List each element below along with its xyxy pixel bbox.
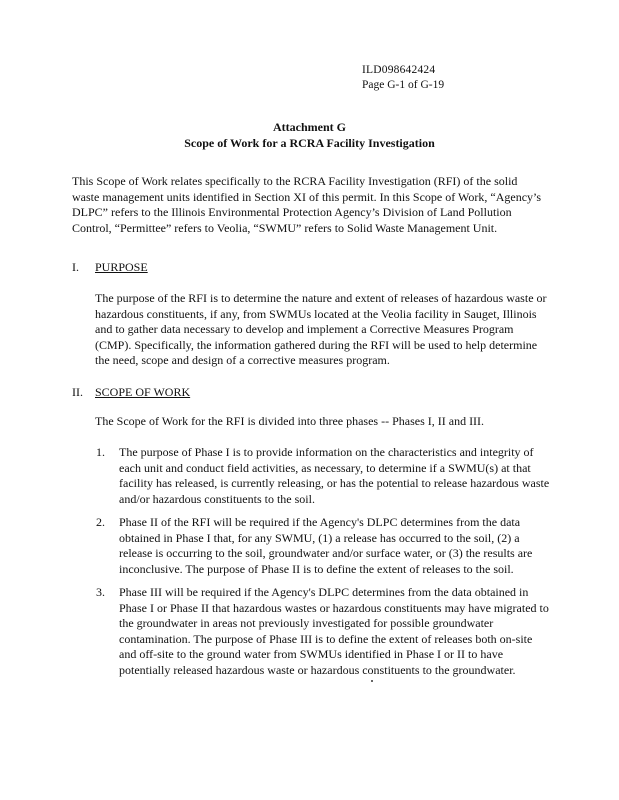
list-item: Phase III will be required if the Agency's DLPC determines from the data obtained in Phase I or Phase II that hazardous wastes or hazardous constituents may have migrated to the groundwater in areas not previously investigated for possible groundwater contamination. The purpose of Phase III is to define the extent of releases both on-site and off-site to the ground water from SWMUs identified in Phase I or II to have potentially released hazardous waste or hazardous constituents to the groundwater. bbox=[119, 585, 549, 677]
list-item-number: 3. bbox=[96, 585, 105, 599]
list-item-number: 1. bbox=[96, 445, 105, 459]
list-item: The purpose of Phase I is to provide information on the characteristics and integrity of each unit and conduct field activities, as necessary, to determine if a SWMU(s) at that facility has released, is currently releasing, or has the potential to release hazardous waste and/or hazardous constituents to the soil. bbox=[119, 445, 550, 506]
purpose-paragraph: The purpose of the RFI is to determine the nature and extent of releases of hazardous waste or hazardous constituents, if any, from SWMUs located at the Veolia facility in Sauget, Illinois and to gather data necessary to develop and implement a Corrective Measures Program (CMP). Specifically, the information gathered during the RFI will be used to help determine the need, scope and design of a corrective measures program. bbox=[95, 291, 547, 367]
intro-paragraph: This Scope of Work relates specifically to the RCRA Facility Investigation (RFI) of the solid waste management units identified in Section XI of this permit. In this Scope of Work, “Agency’s DLPC” refers to the Illinois Environmental Protection Agency’s Division of Land Pollution Control, “Permittee” refers to Veolia, “SWMU” refers to Solid Waste Management Unit. bbox=[72, 174, 542, 235]
document-id: ILD098642424 bbox=[362, 64, 436, 76]
list-item-number: 2. bbox=[96, 515, 105, 529]
section-purpose-heading: PURPOSE bbox=[95, 260, 148, 274]
list-item: Phase II of the RFI will be required if the Agency's DLPC determines from the data obtained in Phase I that, for any SWMU, (1) a release has occurred to the soil, (2) a release is occurring to the soil, groundwater and/or surface water, or (3) the results are inconclusive. The purpose of Phase II is to define the extent of releases to the soil. bbox=[119, 515, 533, 576]
page-number: Page G-1 of G-19 bbox=[362, 79, 445, 91]
scope-intro-paragraph: The Scope of Work for the RFI is divided into three phases -- Phases I, II and III. bbox=[95, 414, 485, 428]
attachment-title: Attachment G bbox=[273, 120, 346, 134]
document-title: Scope of Work for a RCRA Facility Investigation bbox=[184, 136, 435, 150]
section-scope-numeral: II. bbox=[72, 385, 83, 399]
section-purpose-numeral: I. bbox=[72, 260, 79, 274]
scan-speck bbox=[371, 680, 373, 682]
section-scope-heading: SCOPE OF WORK bbox=[95, 385, 191, 399]
